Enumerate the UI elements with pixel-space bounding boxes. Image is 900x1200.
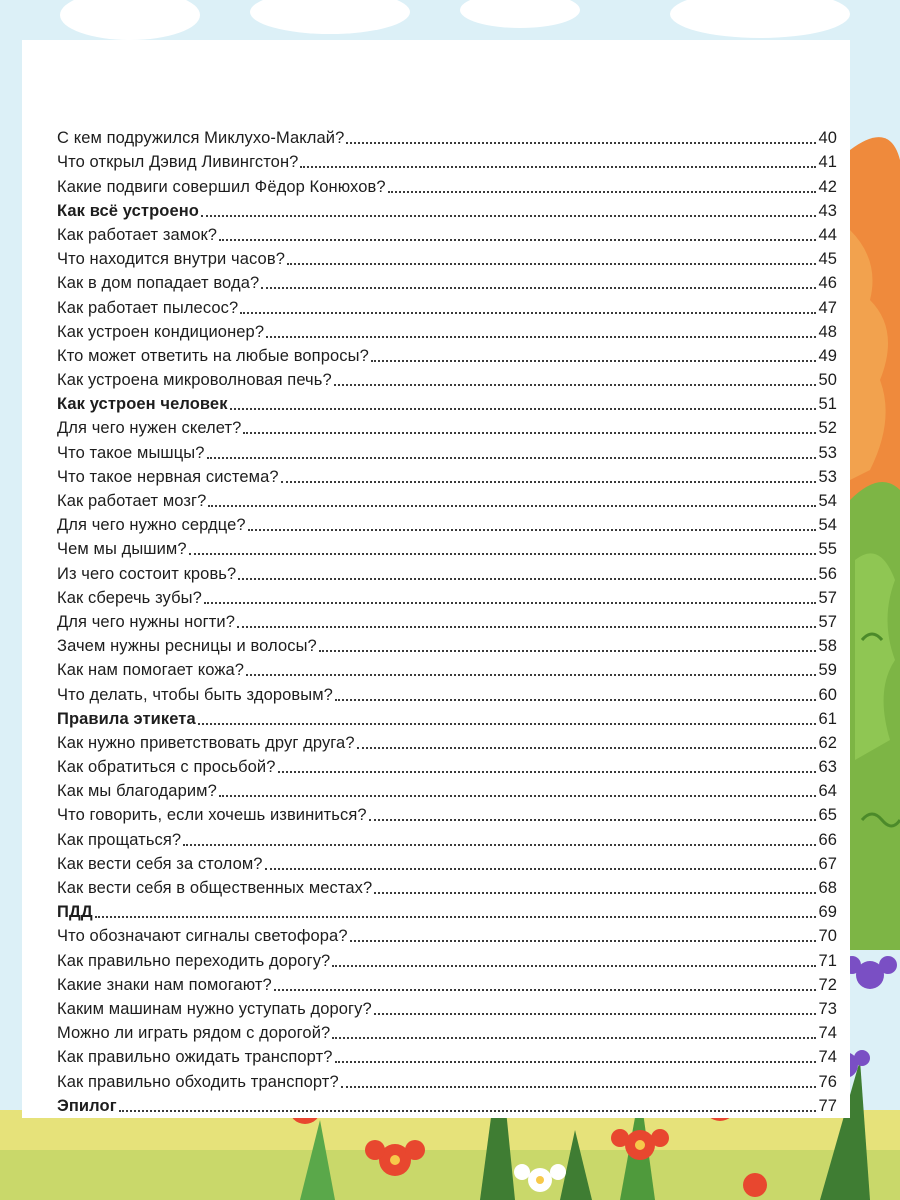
toc-entry-title: Какие подвиги совершил Фёдор Конюхов? — [57, 177, 386, 196]
toc-dot-leader — [388, 190, 817, 193]
toc-entry-row — [57, 414, 837, 438]
toc-page-number: 55 — [818, 540, 837, 559]
toc-entry-row — [57, 148, 837, 172]
toc-dot-leader — [119, 1109, 817, 1112]
toc-entry-title: Как мы благодарим? — [57, 782, 217, 801]
toc-dot-leader — [248, 528, 817, 531]
toc-entry-title: Как устроена микроволновая печь? — [57, 371, 332, 390]
toc-page-number: 77 — [818, 1096, 837, 1115]
toc-entry-row — [57, 632, 837, 656]
toc-dot-leader — [219, 794, 817, 797]
toc-entry-title: Как нам помогает кожа? — [57, 661, 245, 680]
toc-entry-title: Каким машинам нужно уступать дорогу? — [57, 999, 372, 1018]
toc-page-number: 41 — [818, 153, 837, 172]
toc-page-number: 73 — [818, 999, 837, 1018]
toc-entry-title: Для чего нужно сердце? — [57, 516, 246, 535]
toc-entry-row — [57, 438, 837, 462]
toc-page-number: 68 — [818, 879, 837, 897]
toc-entry-row — [57, 874, 837, 898]
toc-dot-leader — [237, 625, 816, 628]
toc-page-number: 74 — [818, 1024, 837, 1043]
toc-dot-leader — [230, 407, 817, 410]
toc-dot-leader — [369, 818, 817, 821]
toc-page-number: 48 — [818, 322, 837, 341]
toc-section-row — [57, 1092, 837, 1116]
toc-entry-title: Какие знаки нам помогают? — [57, 975, 272, 994]
toc-entry-row — [57, 366, 837, 390]
toc-entry-title: Как сберечь зубы? — [57, 588, 202, 607]
toc-entry-title: Как правильно обходить транспорт? — [57, 1072, 339, 1091]
toc-page-number: 66 — [818, 830, 837, 849]
toc-entry-row — [57, 342, 837, 366]
toc-section-title: Эпилог — [57, 1096, 117, 1115]
toc-page-number: 52 — [818, 419, 837, 438]
toc-page-number: 76 — [818, 1072, 837, 1091]
toc-entry-title: Что такое мышцы? — [57, 443, 205, 462]
toc-entry-row — [57, 825, 837, 849]
toc-entry-row — [57, 777, 837, 801]
toc-entry-title: Как обратиться с просьбой? — [57, 758, 276, 777]
toc-section-row — [57, 197, 837, 221]
toc-entry-title: Что делать, чтобы быть здоровым? — [57, 685, 333, 704]
table-of-contents — [57, 124, 837, 1116]
toc-entry-row — [57, 245, 837, 269]
toc-page-number: 54 — [818, 492, 837, 510]
toc-sheet — [22, 40, 850, 1118]
toc-dot-leader — [332, 964, 816, 967]
toc-entry-title: Что находится внутри часов? — [57, 250, 285, 269]
toc-entry-row — [57, 511, 837, 535]
toc-dot-leader — [334, 383, 817, 386]
toc-entry-title: Для чего нужен скелет? — [57, 419, 242, 438]
toc-entry-row — [57, 946, 837, 970]
toc-entry-title: Как правильно ожидать транспорт? — [57, 1048, 333, 1067]
toc-page-number: 65 — [818, 806, 837, 825]
toc-dot-leader — [198, 722, 817, 725]
toc-entry-title: Как нужно приветствовать друг друга? — [57, 733, 355, 752]
toc-entry-row — [57, 608, 837, 632]
toc-dot-leader — [183, 843, 816, 846]
toc-entry-title: Как работает пылесос? — [57, 298, 239, 317]
toc-entry-row — [57, 995, 837, 1019]
toc-entry-row — [57, 172, 837, 196]
toc-entry-title: Как устроен кондиционер? — [57, 322, 265, 341]
toc-dot-leader — [341, 1085, 817, 1088]
toc-entry-row — [57, 656, 837, 680]
toc-entry-title: Как вести себя за столом? — [57, 854, 263, 873]
toc-section-row — [57, 898, 837, 922]
toc-dot-leader — [278, 770, 817, 773]
toc-page-number: 43 — [818, 201, 837, 220]
toc-dot-leader — [319, 649, 817, 652]
toc-page-number: 72 — [818, 975, 837, 994]
toc-entry-title: С кем подружился Миклухо-Маклай? — [57, 129, 345, 148]
toc-entry-row — [57, 922, 837, 946]
toc-dot-leader — [219, 238, 816, 241]
toc-page-number: 58 — [818, 637, 837, 656]
toc-page-number: 54 — [818, 516, 837, 535]
toc-dot-leader — [189, 552, 817, 555]
toc-entry-title: Кто может ответить на любые вопросы? — [57, 346, 369, 365]
toc-entry-title: Что такое нервная система? — [57, 467, 279, 486]
toc-entry-title: Как вести себя в общественных местах? — [57, 879, 373, 897]
toc-section-title: Как устроен человек — [57, 395, 228, 414]
toc-entry-title: Что открыл Дэвид Ливингстон? — [57, 153, 299, 172]
toc-entry-title: Чем мы дышим? — [57, 540, 187, 559]
toc-page-number: 57 — [818, 612, 837, 631]
toc-section-row — [57, 705, 837, 729]
toc-dot-leader — [261, 286, 816, 289]
toc-page-number: 46 — [818, 274, 837, 293]
toc-page-number: 69 — [818, 903, 837, 922]
toc-entry-title: Что говорить, если хочешь извиниться? — [57, 806, 367, 825]
toc-section-title: Как всё устроено — [57, 201, 199, 220]
toc-page-number: 57 — [818, 588, 837, 607]
toc-entry-row — [57, 1043, 837, 1067]
toc-dot-leader — [208, 504, 816, 507]
toc-page-number: 70 — [818, 927, 837, 946]
toc-entry-title: Что обозначают сигналы светофора? — [57, 927, 348, 946]
toc-dot-leader — [201, 214, 816, 217]
toc-page-number: 60 — [818, 685, 837, 704]
toc-entry-title: Зачем нужны ресницы и волосы? — [57, 637, 317, 656]
toc-dot-leader — [332, 1036, 816, 1039]
toc-dot-leader — [246, 673, 816, 676]
toc-entry-row — [57, 318, 837, 342]
toc-dot-leader — [346, 141, 816, 144]
toc-dot-leader — [243, 431, 816, 434]
toc-entry-row — [57, 559, 837, 583]
toc-entry-row — [57, 729, 837, 753]
toc-entry-title: Из чего состоит кровь? — [57, 564, 237, 583]
toc-dot-leader — [274, 988, 817, 991]
toc-page-number: 45 — [818, 250, 837, 269]
toc-dot-leader — [357, 746, 817, 749]
toc-entry-title: Для чего нужны ногти? — [57, 612, 236, 631]
toc-page-number: 44 — [818, 225, 837, 244]
toc-entry-title: Можно ли играть рядом с дорогой? — [57, 1024, 331, 1043]
toc-dot-leader — [350, 939, 817, 942]
toc-entry-row — [57, 1067, 837, 1091]
toc-entry-row — [57, 753, 837, 777]
toc-page-number: 53 — [818, 443, 837, 462]
toc-entry-row — [57, 680, 837, 704]
toc-page-number: 51 — [818, 395, 837, 414]
toc-page-number: 61 — [818, 709, 837, 728]
toc-entry-row — [57, 487, 837, 511]
toc-page-number: 56 — [818, 564, 837, 583]
toc-dot-leader — [335, 698, 816, 701]
toc-entry-row — [57, 1019, 837, 1043]
toc-dot-leader — [300, 165, 816, 168]
toc-entry-row — [57, 463, 837, 487]
toc-entry-title: Как правильно переходить дорогу? — [57, 951, 331, 970]
toc-dot-leader — [204, 601, 817, 604]
toc-page-number: 62 — [818, 733, 837, 752]
toc-dot-leader — [95, 915, 817, 918]
toc-entry-row — [57, 971, 837, 995]
toc-entry-row — [57, 124, 837, 148]
toc-section-title: ПДД — [57, 903, 93, 922]
toc-entry-row — [57, 535, 837, 559]
toc-page-number: 67 — [818, 854, 837, 873]
toc-dot-leader — [287, 262, 816, 265]
toc-entry-row — [57, 801, 837, 825]
toc-page-number: 71 — [818, 951, 837, 970]
toc-page-number: 59 — [818, 661, 837, 680]
toc-page-number: 53 — [818, 467, 837, 486]
toc-entry-title: Как в дом попадает вода? — [57, 274, 260, 293]
toc-entry-row — [57, 221, 837, 245]
toc-page-number: 47 — [818, 298, 837, 317]
toc-entry-row — [57, 293, 837, 317]
toc-entry-title: Как работает замок? — [57, 225, 218, 244]
toc-dot-leader — [281, 480, 817, 483]
toc-entry-title: Как прощаться? — [57, 830, 182, 849]
toc-entry-title: Как работает мозг? — [57, 492, 207, 510]
toc-entry-row — [57, 584, 837, 608]
toc-section-title: Правила этикета — [57, 709, 196, 728]
toc-dot-leader — [335, 1060, 817, 1063]
toc-page-number: 49 — [818, 346, 837, 365]
toc-dot-leader — [374, 891, 816, 894]
toc-section-row — [57, 390, 837, 414]
toc-page-number: 63 — [818, 758, 837, 777]
toc-page-number: 42 — [818, 177, 837, 196]
toc-page-number: 40 — [818, 129, 837, 148]
toc-dot-leader — [266, 335, 816, 338]
toc-dot-leader — [371, 359, 817, 362]
toc-dot-leader — [207, 456, 817, 459]
toc-dot-leader — [240, 311, 816, 314]
toc-dot-leader — [374, 1012, 817, 1015]
toc-entry-row — [57, 850, 837, 874]
toc-dot-leader — [265, 867, 817, 870]
toc-page-number: 64 — [818, 782, 837, 801]
toc-page-number: 74 — [818, 1048, 837, 1067]
toc-entry-row — [57, 269, 837, 293]
toc-dot-leader — [238, 577, 816, 580]
toc-page-number: 50 — [818, 371, 837, 390]
